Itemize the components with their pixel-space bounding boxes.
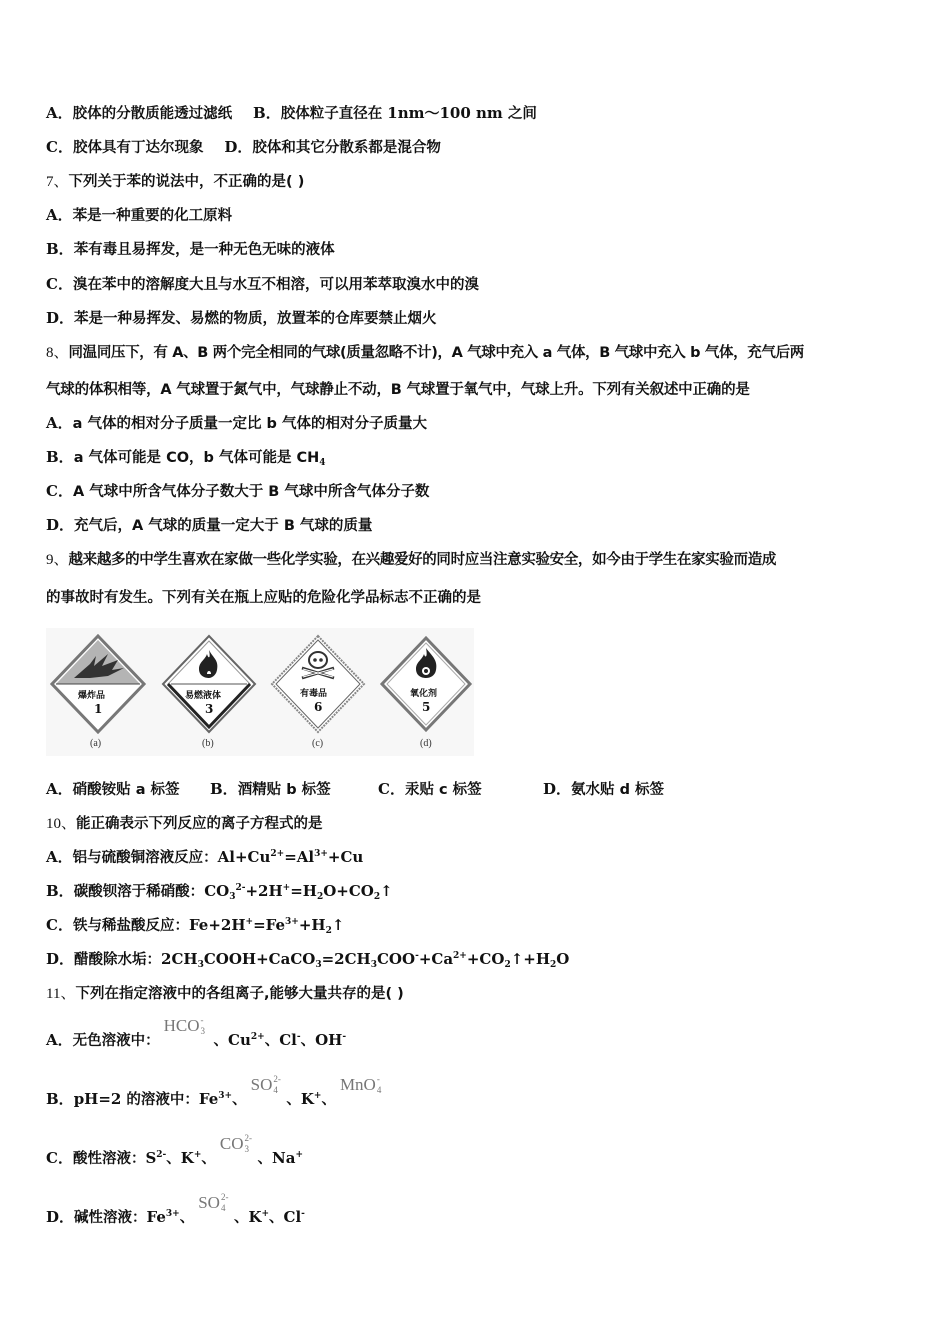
hazard-label: 易燃液体 — [185, 691, 222, 701]
question-number: 10、 — [46, 816, 77, 832]
option-letter: D． — [543, 780, 572, 798]
option-text: 胶体的分散质能透过滤纸 — [72, 106, 233, 122]
hazard-label: 氧化剂 — [410, 689, 438, 699]
q9-option-b — [210, 779, 331, 800]
option-label: 碱性溶液： — [74, 1210, 147, 1226]
option-letter: B． — [46, 448, 74, 466]
option-text: a 气体的相对分子质量一定比 b 气体的相对分子质量大 — [72, 416, 427, 432]
equation: $Al+Cu^{2+}=Al^{3+}+Cu$ — [217, 848, 364, 866]
option-text: 硝酸铵贴 a 标签 — [72, 782, 180, 798]
question-number: 11、 — [46, 986, 76, 1002]
option-text: 氨水贴 d 标签 — [571, 782, 664, 798]
figure-caption: (b) — [202, 738, 214, 749]
q7-option-b — [46, 239, 335, 260]
option-label: 酸性溶液： — [72, 1151, 146, 1167]
option-text-number: 1nm～100 nm — [387, 104, 503, 122]
option-text: 汞贴 c 标签 — [404, 782, 482, 798]
q8-option-c — [46, 481, 429, 502]
option-text: 苯有毒且易挥发，是一种无色无味的液体 — [73, 242, 335, 258]
q8-stem-line-2 — [46, 379, 750, 400]
q10-option-a — [46, 847, 363, 868]
explosion-icon — [50, 634, 146, 734]
option-letter: B． — [46, 1090, 74, 1108]
question-number: 8、 — [46, 345, 69, 361]
flame-icon — [161, 634, 257, 734]
q9-option-c — [378, 779, 482, 800]
q11-option-a: A．无色溶液中：HCO - 3 、$Cu^{2+}$、Cl-、OH- — [46, 1015, 347, 1049]
q10-option-d — [46, 949, 569, 970]
option-letter: A． — [46, 104, 73, 122]
hazard-sign-a — [50, 634, 146, 738]
option-label: 铝与硫酸铜溶液反应： — [72, 850, 218, 866]
q9-options-row — [46, 779, 180, 800]
option-text: 胶体具有丁达尔现象 — [72, 140, 204, 156]
option-letter: A． — [46, 206, 73, 224]
option-text: 酒精贴 b 标签 — [237, 782, 331, 798]
q11-option-c: C．酸性溶液：$S^{2-}$、K+、CO 2- 3 、Na+ — [46, 1133, 303, 1167]
question-stem: 下列关于苯的说法中，不正确的是( ) — [68, 174, 305, 190]
equation: $CO_3^{2-}+2H^+=H_2O+CO_2↑$ — [204, 882, 393, 902]
question-stem: 同温同压下，有 A、B 两个完全相同的气球(质量忽略不计)，A 气球中充入 a 气体，B 气球中充入 b 气体，充气后两 — [68, 345, 804, 361]
option-letter: A． — [46, 1031, 73, 1049]
option-label: 醋酸除水垢： — [74, 952, 162, 968]
hazard-sign-b — [161, 634, 257, 738]
option-label: 的溶液中： — [121, 1092, 199, 1108]
question-stem: 的事故时有发生。下列有关在瓶上应贴的危险化学品标志不正确的是 — [46, 590, 481, 606]
ion-formula-mno4: MnO - 4 — [339, 1074, 382, 1095]
q6-options-row-2 — [46, 137, 441, 158]
option-letter: A． — [46, 414, 73, 432]
option-letter: C． — [46, 1149, 73, 1167]
hazard-class-number: 3 — [205, 702, 214, 716]
q7-option-d — [46, 308, 437, 329]
q7-option-a — [46, 205, 232, 226]
option-letter: A． — [46, 848, 73, 866]
option-letter: C． — [46, 916, 73, 934]
option-text: 胶体和其它分散系都是混合物 — [252, 140, 441, 156]
ion-formula-so4: SO 2- 4 — [198, 1192, 229, 1213]
q6-options-row-1 — [46, 103, 537, 124]
ion-formula-so4: SO 2- 4 — [250, 1074, 281, 1095]
q8-option-d — [46, 515, 372, 536]
q8-stem-line-1 — [46, 342, 804, 363]
option-letter: D． — [224, 138, 253, 156]
option-letter: B． — [46, 882, 74, 900]
option-letter: D． — [46, 1208, 75, 1226]
question-number: 7、 — [46, 174, 69, 190]
ion-formula-co3: CO 2- 3 — [219, 1133, 253, 1154]
option-letter: C． — [46, 482, 73, 500]
q7-stem — [46, 171, 304, 192]
question-number: 9、 — [46, 552, 69, 568]
equation: $2CH_3COOH+CaCO_3=2CH_3COO^-+Ca^{2+}+CO_2↑+H_2O$ — [161, 950, 570, 970]
option-label: 无色溶液中： — [72, 1033, 160, 1049]
q10-stem — [46, 813, 323, 834]
q11-option-d: D．碱性溶液：$Fe^{3+}$、SO 2- 4 、K+、Cl- — [46, 1192, 305, 1226]
option-text: 充气后，A 气球的质量一定大于 B 气球的质量 — [74, 518, 373, 534]
option-letter: B． — [210, 780, 238, 798]
ion-formula-hco3: HCO - 3 — [163, 1015, 206, 1036]
hazard-sign-c — [270, 634, 366, 738]
option-label: 碳酸钡溶于稀硝酸： — [73, 884, 205, 900]
question-stem: 越来越多的中学生喜欢在家做一些化学实验，在兴趣爱好的同时应当注意实验安全，如今由于学生在家实验而造成 — [68, 552, 777, 568]
q11-stem — [46, 983, 404, 1004]
figure-caption: (a) — [90, 738, 102, 749]
option-letter: A． — [46, 780, 73, 798]
hazard-class-number: 5 — [422, 700, 431, 714]
skull-crossbones-icon — [270, 634, 366, 734]
hazard-signs-figure — [46, 628, 474, 756]
option-letter: B． — [253, 104, 281, 122]
question-stem: 气球的体积相等，A 气球置于氮气中，气球静止不动，B 气球置于氧气中，气球上升。下列有关叙述中正确的是 — [46, 382, 750, 398]
q9-option-d — [543, 779, 664, 800]
option-letter: C． — [46, 138, 73, 156]
hazard-label: 爆炸品 — [78, 691, 106, 701]
q10-option-b — [46, 881, 393, 902]
q10-option-c — [46, 915, 344, 936]
flame-over-circle-icon — [378, 634, 474, 734]
option-letter: D． — [46, 309, 75, 327]
figure-caption: (d) — [420, 738, 432, 749]
option-text: 溴在苯中的溶解度大且与水互不相溶，可以用苯萃取溴水中的溴 — [72, 277, 479, 293]
q11-option-b: B．pH=2 的溶液中：$Fe^{3+}$、SO 2- 4 、K+、MnO - 4 — [46, 1089, 390, 1110]
q9-stem-line-1 — [46, 549, 776, 570]
equation: $Fe+2H^+=Fe^{3+}+H_2↑$ — [188, 916, 345, 936]
option-letter: D． — [46, 950, 75, 968]
q8-option-a — [46, 413, 427, 434]
option-text: A 气球中所含气体分子数大于 B 气球中所含气体分子数 — [72, 484, 430, 500]
hazard-class-number: 1 — [94, 702, 103, 716]
question-stem: 能正确表示下列反应的离子方程式的是 — [76, 816, 323, 832]
option-text: 胶体粒子直径在 — [280, 106, 388, 122]
option-letter: D． — [46, 516, 75, 534]
option-text: 苯是一种重要的化工原料 — [72, 208, 233, 224]
q7-option-c — [46, 274, 479, 295]
option-text: 之间 — [502, 106, 537, 122]
hazard-class-number: 6 — [314, 700, 323, 714]
q8-option-b — [46, 447, 326, 468]
option-letter: C． — [46, 275, 73, 293]
q9-stem-line-2 — [46, 587, 481, 608]
subscript: 4 — [319, 458, 326, 468]
question-stem: 下列在指定溶液中的各组离子,能够大量共存的是( ) — [75, 986, 404, 1002]
hazard-sign-d — [378, 634, 474, 738]
option-letter: B． — [46, 240, 74, 258]
option-label: 铁与稀盐酸反应： — [72, 918, 189, 934]
figure-caption: (c) — [312, 738, 324, 749]
hazard-label: 有毒品 — [300, 689, 328, 699]
option-label-ph: pH=2 — [73, 1090, 122, 1108]
option-letter: C． — [378, 780, 405, 798]
option-text: a 气体可能是 CO，b 气体可能是 CH — [73, 450, 320, 466]
option-text: 苯是一种易挥发、易燃的物质，放置苯的仓库要禁止烟火 — [74, 311, 437, 327]
